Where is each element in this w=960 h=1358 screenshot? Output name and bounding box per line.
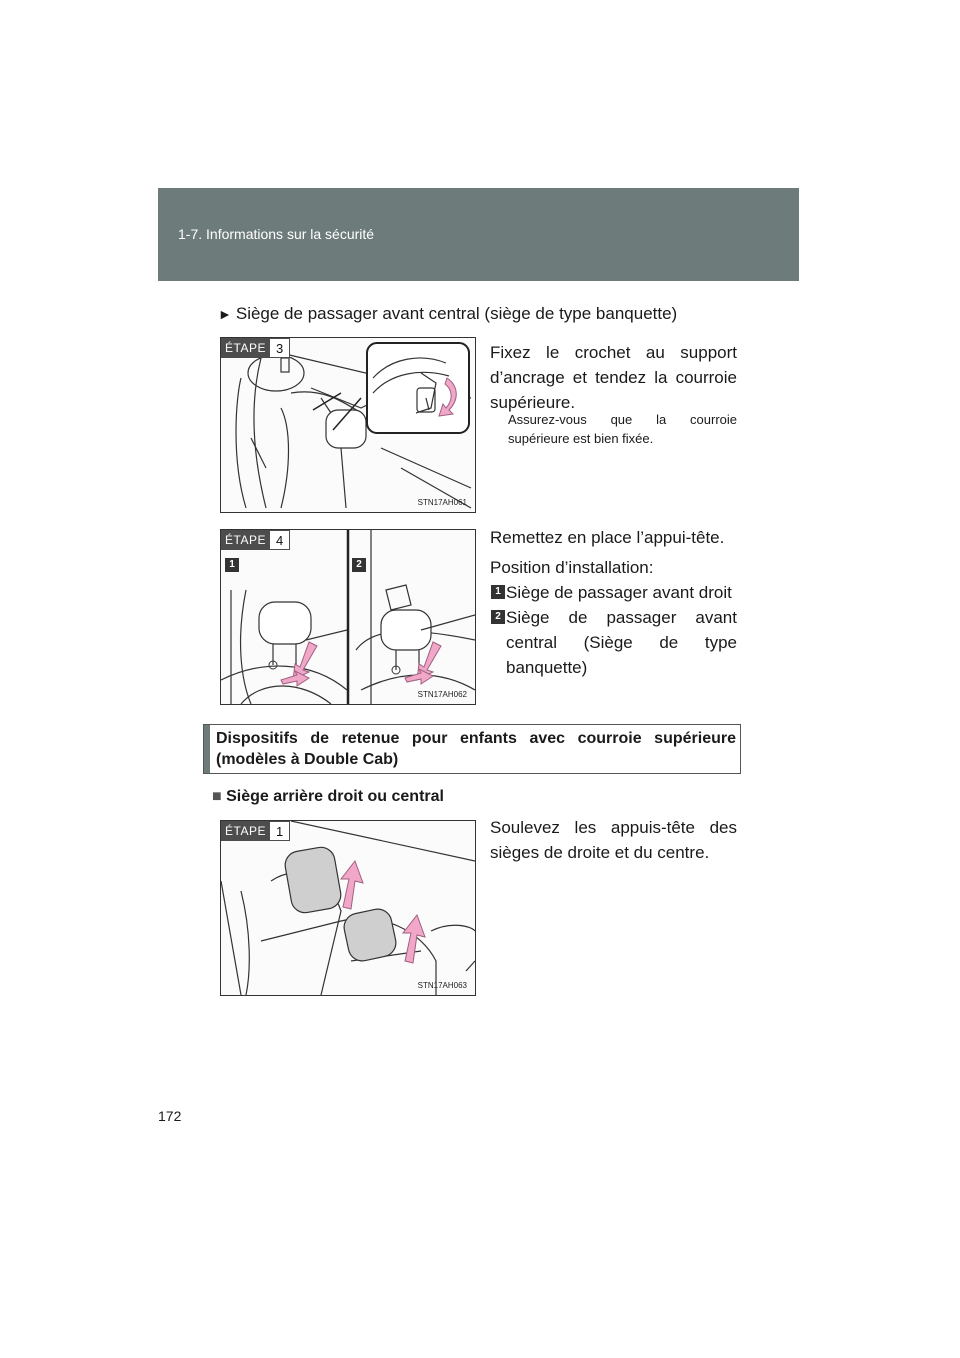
triangle-marker-icon: ► bbox=[218, 306, 232, 322]
figure-step-3 bbox=[220, 337, 476, 513]
step-badge: ÉTAPE 3 bbox=[221, 338, 290, 358]
figure-code: STN17AH063 bbox=[417, 981, 467, 990]
subsection-title: Siège de passager avant central (siège de type banquette) bbox=[235, 304, 678, 323]
figure-callout-2: 2 bbox=[352, 558, 366, 572]
section-heading-box bbox=[203, 724, 741, 774]
bullet-text: Siège arrière droit ou central bbox=[226, 788, 444, 805]
figure-callout-1: 1 bbox=[225, 558, 239, 572]
chapter-header bbox=[158, 188, 799, 281]
step-badge: ÉTAPE 4 bbox=[221, 530, 290, 550]
step-1-instruction: Soulevez les appuis-tête des sièges de droite et du centre. bbox=[490, 818, 737, 862]
illustration-headrest-install bbox=[221, 530, 475, 704]
badge-1: 1 bbox=[491, 585, 505, 599]
list-item: 2 Siège de passager avant central (Siège de type banquette) bbox=[491, 605, 737, 680]
list-item: 1 Siège de passager avant droit bbox=[491, 580, 737, 605]
bullet-heading bbox=[212, 788, 444, 806]
badge-2: 2 bbox=[491, 610, 505, 624]
figure-step-1 bbox=[220, 820, 476, 996]
figure-step-4 bbox=[220, 529, 476, 705]
position-label: Position d’installation: bbox=[490, 558, 654, 577]
figure-code: STN17AH062 bbox=[417, 690, 467, 699]
step-3-instruction: Fixez le crochet au support d’ancrage et tendez la courroie supérieure. bbox=[490, 343, 737, 412]
figure-code: STN17AH061 bbox=[417, 498, 467, 507]
step-4-instruction: Remettez en place l’appui-tête. bbox=[490, 528, 725, 547]
section-title: Dispositifs de retenue pour enfants avec courroie supérieure (modèles à Double Cab) bbox=[216, 730, 736, 768]
square-bullet-icon: ■ bbox=[212, 788, 222, 805]
illustration-anchor-hook bbox=[221, 338, 475, 512]
subsection-heading bbox=[218, 304, 677, 324]
section-accent-bar bbox=[204, 725, 210, 773]
chapter-title: 1-7. Informations sur la sécurité bbox=[178, 226, 375, 242]
page-number: 172 bbox=[158, 1108, 182, 1124]
step-3-note: Assurez-vous que la courroie supérieure est bien fixée. bbox=[508, 412, 737, 446]
step-badge: ÉTAPE 1 bbox=[221, 821, 290, 841]
illustration-raise-headrests bbox=[221, 821, 475, 995]
